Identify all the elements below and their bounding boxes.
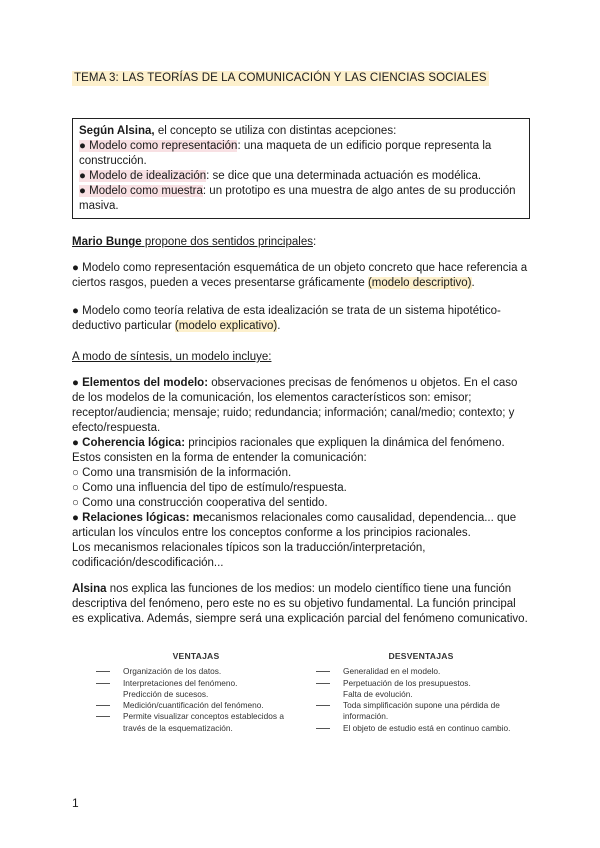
relations-paragraph-2: Los mecanismos relacionales típicos son la traducción/interpretación, codificación/descodificación... <box>72 542 426 569</box>
page-title: TEMA 3: LAS TEORÍAS DE LA COMUNICACIÓN Y LAS CIENCIAS SOCIALES <box>74 72 487 84</box>
dash-bullet <box>96 683 110 684</box>
disadvantages-column <box>316 651 526 734</box>
desventajas-item <box>316 666 526 677</box>
desventajas-item <box>316 689 526 700</box>
ventajas-item-text: Permite visualizar conceptos establecidos a través de la esquematización. <box>123 711 284 733</box>
ventajas-item <box>96 678 296 689</box>
desventajas-item <box>316 723 526 734</box>
bunge-p1-text: ● Modelo como representación esquemática de un objeto concreto que hace referencia a ciertos rasgos, pueden a veces presentarse gráficamente <box>72 262 528 289</box>
ventajas-item-text: Predicción de sucesos. <box>123 688 209 699</box>
desventajas-item-text: El objeto de estudio está en continuo cambio. <box>343 722 511 733</box>
alsina-functions-text: nos explica las funciones de los medios: un modelo científico tiene una función descriptiva del fenómeno, pero este no es su objetivo fundamental. La función principal es explicativa. Además, siempre será una explicación parcial del fenómeno comunicativo. <box>72 583 528 625</box>
desventajas-item <box>316 678 526 689</box>
advantages-column <box>96 651 296 734</box>
coherence-item: ○ Como una influencia del tipo de estímulo/respuesta. <box>72 482 347 494</box>
alsina-name: Alsina <box>72 583 107 595</box>
bunge-heading-text <box>72 236 313 248</box>
desventajas-item <box>316 700 526 723</box>
box-lead-text: el concepto se utiliza con distintas acepciones: <box>154 125 397 137</box>
ventajas-item-text: Medición/cuantificación del fenómeno. <box>123 700 264 711</box>
coherence-text: principios racionales que expliquen la dinámica del fenómeno. Estos consisten en la forma de entender la comunicación: <box>72 437 505 464</box>
alsina-definitions-box <box>72 118 530 219</box>
box-item-idealizacion <box>79 169 523 184</box>
box-lead-author: Según Alsina, <box>79 125 155 137</box>
dash-bullet <box>96 671 110 672</box>
coherence-paragraph <box>72 436 530 466</box>
ventajas-item <box>96 711 296 734</box>
box-item-text: : se dice que una determinada actuación es modélica. <box>206 170 482 182</box>
coherence-item: ○ Como una transmisión de la información. <box>72 467 292 479</box>
coherence-label: ● Coherencia lógica: <box>72 437 186 449</box>
box-item-text: : una maqueta de un edificio porque representa la construcción. <box>79 140 492 167</box>
ventajas-item <box>96 689 296 700</box>
box-item-text: : un prototipo es una muestra de algo antes de su producción masiva. <box>79 185 516 212</box>
elements-paragraph <box>72 376 530 436</box>
coherence-item: ○ Como una construcción cooperativa del sentido. <box>72 497 328 509</box>
synthesis-list <box>72 376 530 571</box>
dash-bullet <box>316 728 330 729</box>
bunge-sense-explicative <box>72 304 530 334</box>
box-item-highlight: ● Modelo como muestra <box>79 185 203 197</box>
bunge-p2-end: . <box>277 320 281 332</box>
advantages-title: VENTAJAS <box>172 651 220 661</box>
ventajas-item <box>96 700 296 711</box>
relations-paragraph <box>72 511 530 541</box>
alsina-functions-paragraph <box>72 582 530 627</box>
dash-bullet <box>96 705 110 706</box>
dash-bullet <box>316 683 330 684</box>
desventajas-item-text: Toda simplificación supone una pérdida de información. <box>343 700 500 722</box>
desventajas-item-text: Perpetuación de los presupuestos. <box>343 677 471 688</box>
box-lead <box>79 124 523 139</box>
box-item-highlight: ● Modelo de idealización <box>79 170 207 182</box>
bunge-colon: : <box>312 236 317 248</box>
synthesis-heading: A modo de síntesis, un modelo incluye: <box>72 351 272 363</box>
disadvantages-title: DESVENTAJAS <box>388 651 454 661</box>
relations-label: ● Relaciones lógicas: m <box>72 512 203 524</box>
dash-bullet <box>316 671 330 672</box>
bunge-sense-descriptive <box>72 261 530 291</box>
desventajas-item-text: Generalidad en el modelo. <box>343 666 441 677</box>
ventajas-item-text: Organización de los datos. <box>123 666 222 677</box>
bunge-heading <box>72 235 530 250</box>
box-item-muestra <box>79 184 523 214</box>
bunge-p1-end: . <box>471 277 475 289</box>
bunge-p2-highlight: (modelo explicativo) <box>174 320 278 332</box>
bunge-name: Mario Bunge <box>72 236 142 248</box>
desventajas-item-text: Falta de evolución. <box>343 688 413 699</box>
box-item-representacion <box>79 139 523 169</box>
elements-text: observaciones precisas de fenómenos u objetos. En el caso de los modelos de la comunicación, los elementos característicos son: emisor; receptor/audiencia; mensaje; ruido; redundancia; información; canal/medio; contexto; y efecto/respuesta. <box>72 377 518 434</box>
dash-bullet <box>316 705 330 706</box>
page-number: 1 <box>72 796 79 810</box>
box-item-highlight: ● Modelo como representación <box>79 140 238 152</box>
bunge-rest: propone dos sentidos principales <box>141 236 313 248</box>
ventajas-item <box>96 666 296 677</box>
bunge-p2-text: ● Modelo como teoría relativa de esta idealización se trata de un sistema hipotético-deductivo particular <box>72 305 501 332</box>
ventajas-item-text: Interpretaciones del fenómeno. <box>123 677 238 688</box>
dash-bullet <box>96 716 110 717</box>
elements-label: ● Elementos del modelo: <box>72 377 209 389</box>
bunge-p1-highlight: (modelo descriptivo) <box>367 277 472 289</box>
relations-text: ecanismos relacionales como causalidad, dependencia... que articulan los vínculos entre los conceptos conforme a los principios racionales. <box>72 512 517 539</box>
